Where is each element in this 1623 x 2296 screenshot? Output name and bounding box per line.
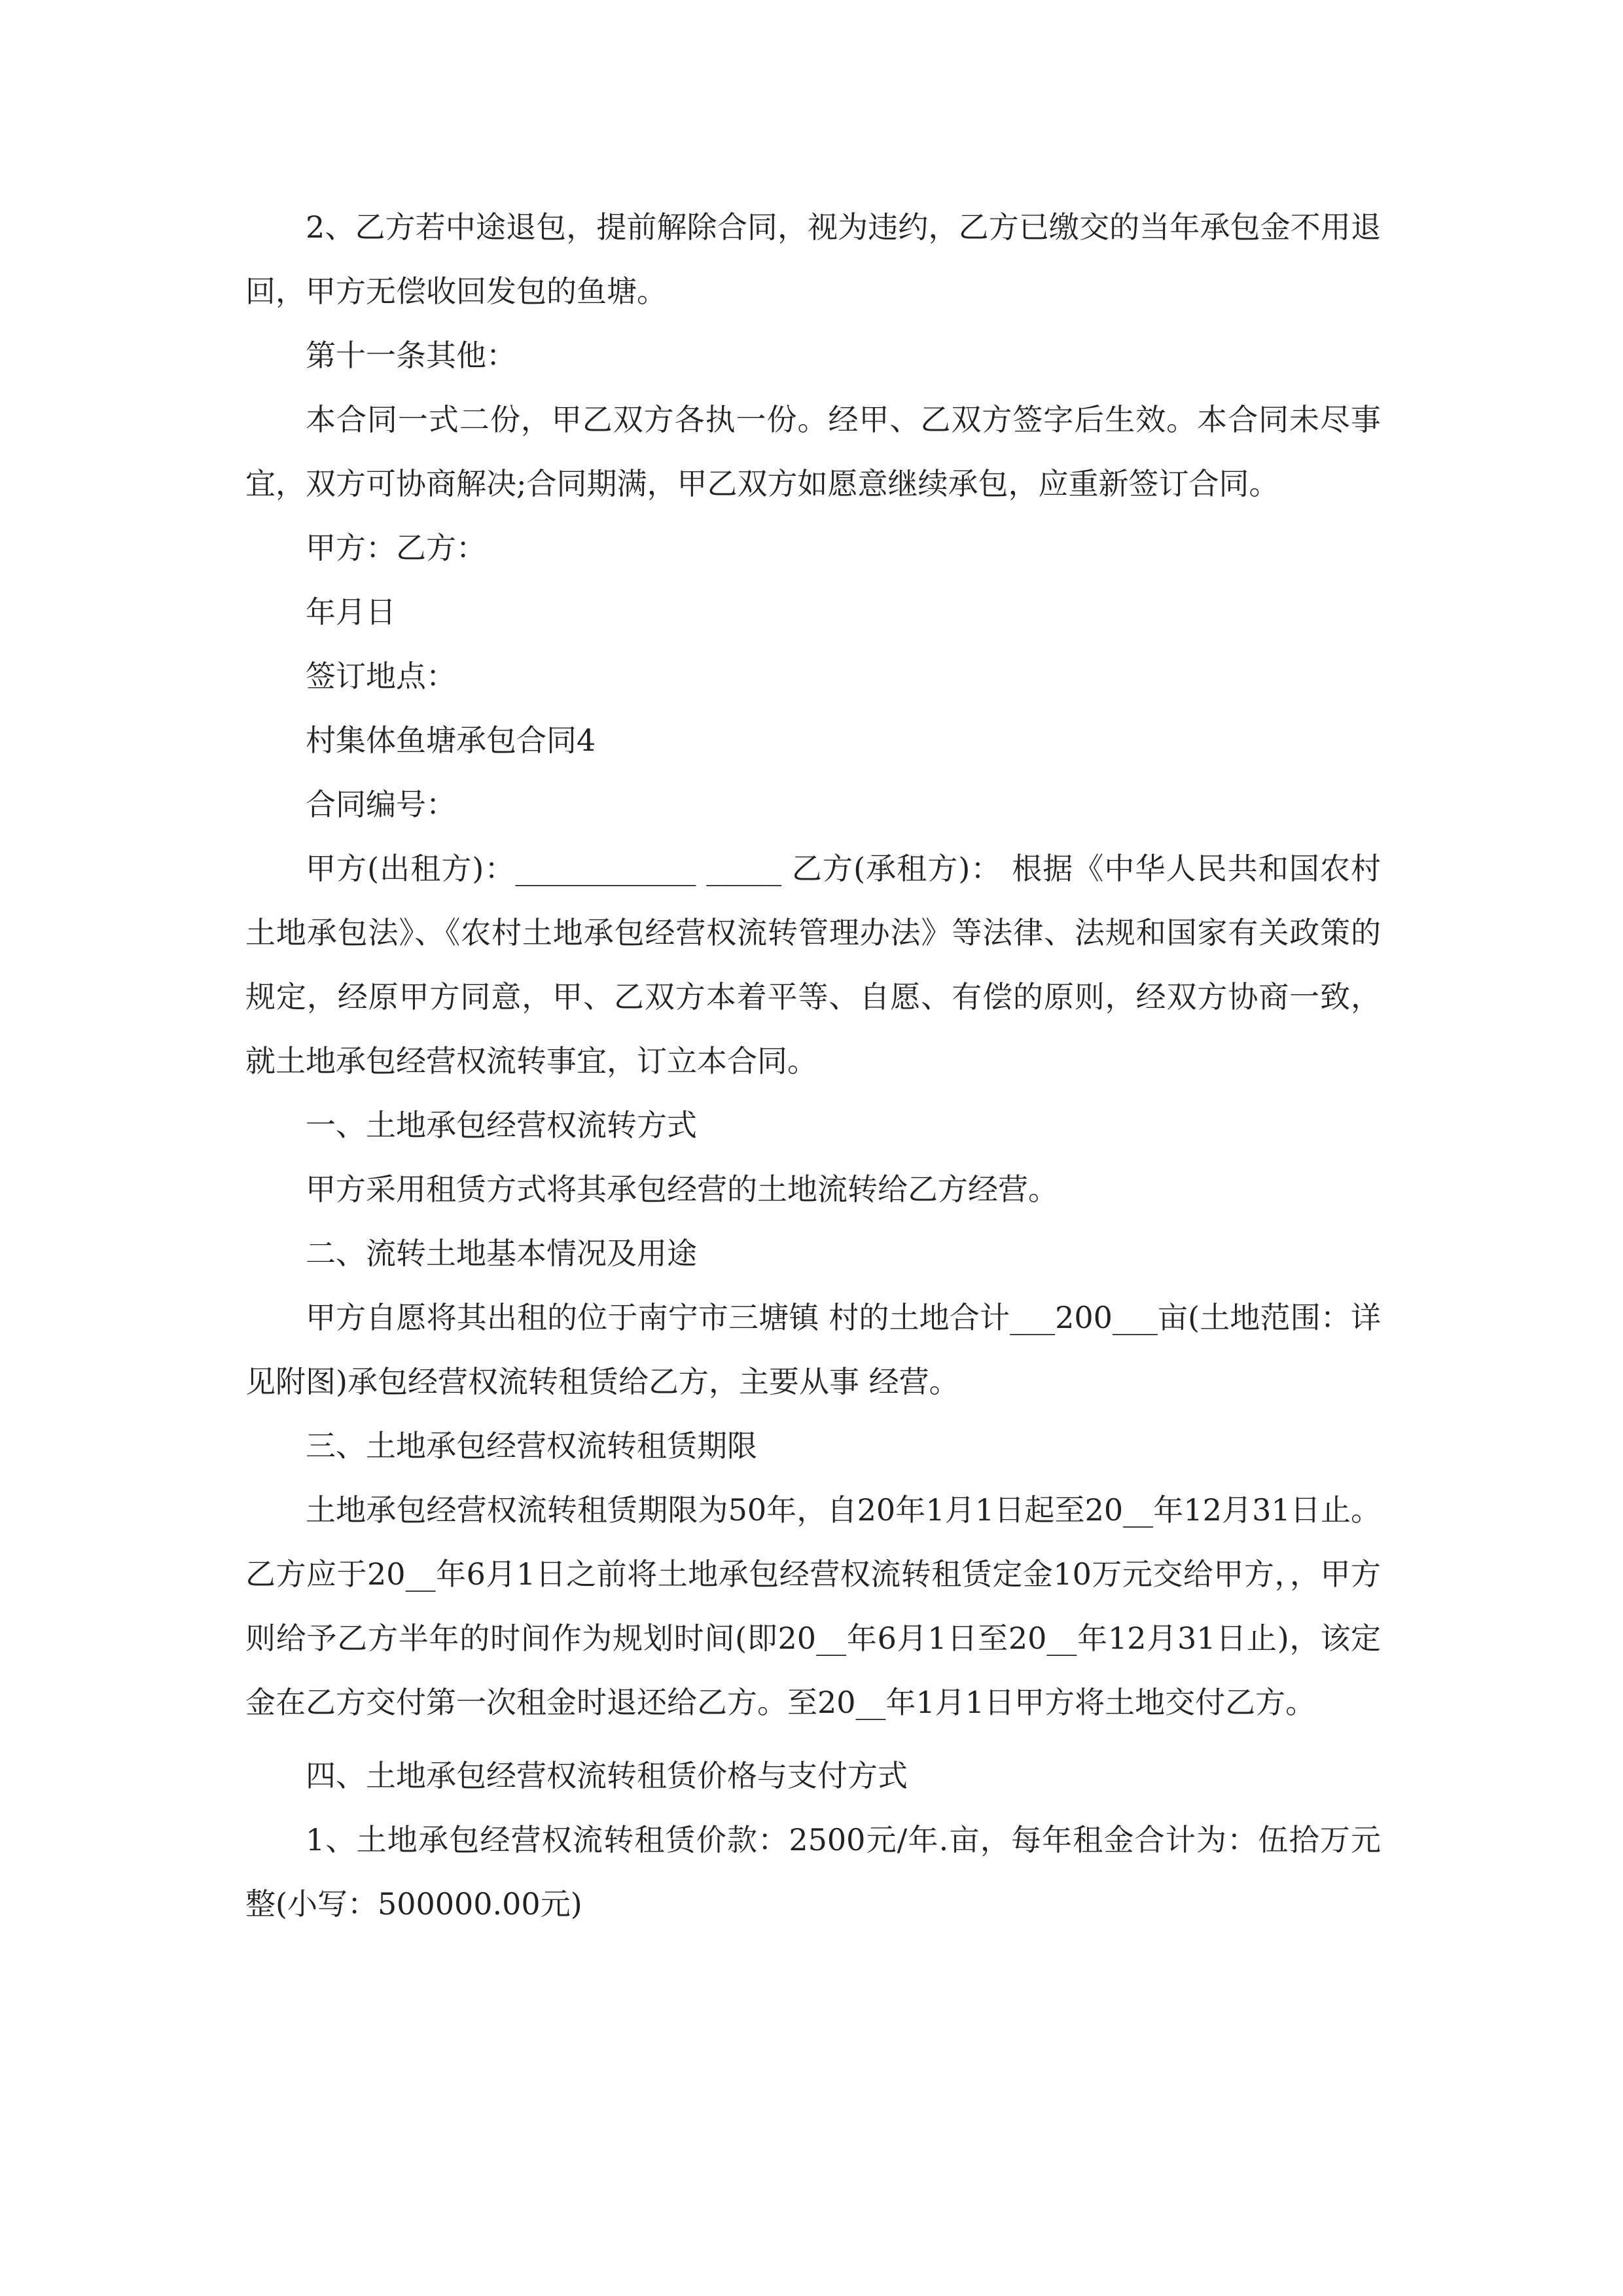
section-one-heading: 一、土地承包经营权流转方式 [306,1107,697,1143]
article-eleven-heading: 第十一条其他： [306,338,516,373]
parties-intro-paragraph: 甲方(出租方)：____________ _____ 乙方(承租方)： 根据《中华人民共和国农村土地承包法》、《农村土地承包经营权流转管理办法》等法律、法规和国家有关政策的规定，经原甲方同意，甲、乙双方本着平等、自愿、有偿的原则，经双方协商一致，就土地承包经营权流转事宜，订立本合同。 [245,851,1381,1079]
other-terms-paragraph: 本合同一式二份，甲乙双方各执一份。经甲、乙双方签字后生效。本合同未尽事宜，双方可协商解决;合同期满，甲乙双方如愿意继续承包，应重新签订合同。 [245,402,1381,501]
section-two-paragraph: 甲方自愿将其出租的位于南宁市三塘镇 村的土地合计___200___亩(土地范围：详见附图)承包经营权流转租赁给乙方，主要从事 经营。 [245,1300,1381,1399]
section-two-heading: 二、流转土地基本情况及用途 [306,1236,697,1271]
section-one-paragraph: 甲方采用租赁方式将其承包经营的土地流转给乙方经营。 [306,1172,1058,1207]
document-body [245,195,1381,1936]
signing-place-line: 签订地点： [306,658,456,694]
signature-parties-line: 甲方：乙方： [306,530,486,565]
contract-title: 村集体鱼塘承包合同4 [306,723,596,758]
clause-breach-paragraph: 2、乙方若中途退包，提前解除合同，视为违约，乙方已缴交的当年承包金不用退回，甲方无偿收回发包的鱼塘。 [245,209,1381,309]
contract-number-line: 合同编号： [306,787,456,822]
signature-date-line: 年月日 [306,594,396,630]
section-four-heading: 四、土地承包经营权流转租赁价格与支付方式 [306,1758,908,1793]
section-three-paragraph: 土地承包经营权流转租赁期限为50年，自20年1月1日起至20__年12月31日止。乙方应于20__年6月1日之前将土地承包经营权流转租赁定金10万元交给甲方，，甲方则给予乙方半年的时间作为规划时间(即20__年6月1日至20__年12月31日止)，该定金在乙方交付第一次租金时退还给乙方。至20__年1月1日甲方将土地交付乙方。 [245,1492,1381,1720]
section-four-price-paragraph: 1、土地承包经营权流转租赁价款：2500元/年.亩，每年租金合计为：伍拾万元整(小写：500000.00元) [245,1822,1381,1922]
section-three-heading: 三、土地承包经营权流转租赁期限 [306,1428,757,1463]
